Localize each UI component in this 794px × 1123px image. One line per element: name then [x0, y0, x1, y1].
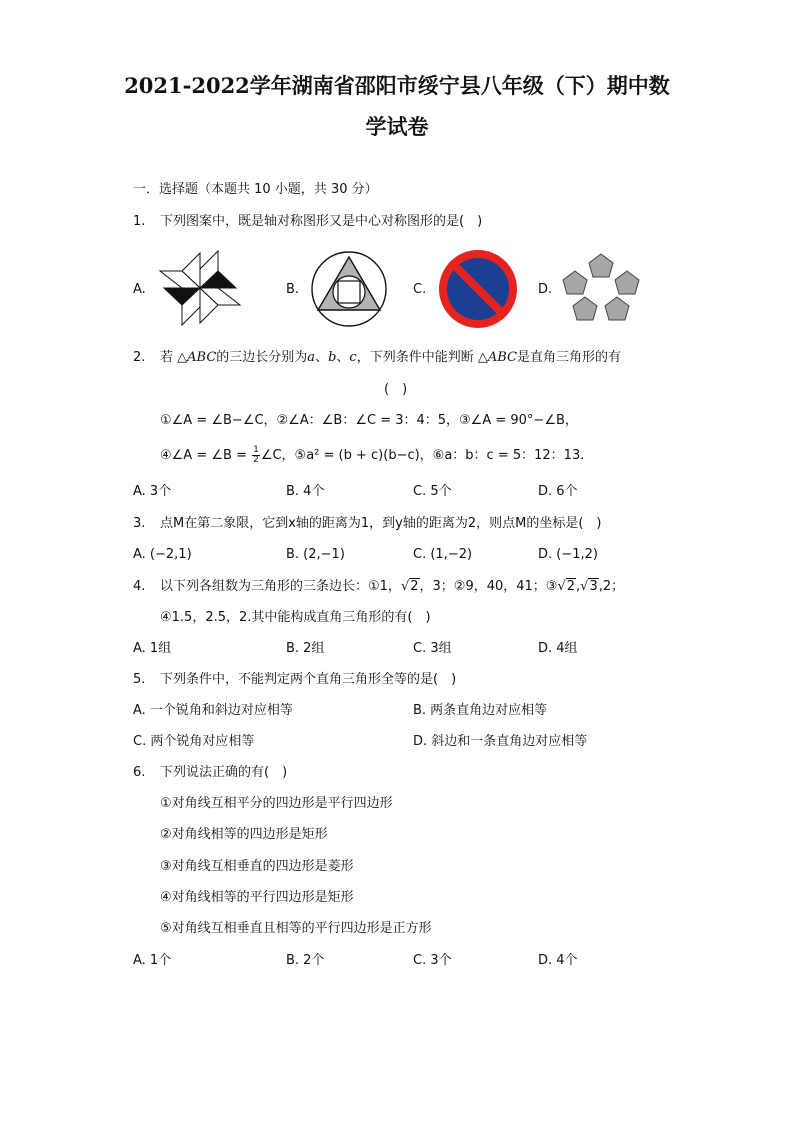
q4-stem-line-2: ④1.5，2.5，2.其中能构成直角三角形的有( ): [160, 610, 431, 625]
q2-stem: 若 △ABC的三边长分别为a、b、c，下列条件中能判断 △ABC是直角三角形的有: [160, 350, 621, 365]
q6-number: 6.: [133, 765, 146, 780]
q5-stem: 下列条件中，不能判定两个直角三角形全等的是( ): [160, 672, 457, 687]
q4-option-c: C. 3组: [413, 641, 452, 656]
q3-option-b: B. (2,−1): [286, 547, 345, 562]
q2-conditions-line-2: ④∠A = ∠B = $\frac{1}{2}$ ∠C，⑤a² = (b + c)(b−c)，⑥a：b：c = 5：12：13.: [160, 445, 585, 465]
q6-option-b: B. 2个: [286, 953, 325, 968]
q6-stem: 下列说法正确的有( ): [160, 765, 288, 780]
q4-number: 4.: [133, 579, 146, 594]
q1-option-c-label: C.: [413, 282, 427, 297]
q2-option-c: C. 5个: [413, 484, 452, 499]
q3-option-c: C. (1,−2): [413, 547, 473, 562]
q2-answer-bracket: ( ): [384, 382, 408, 397]
q2-number: 2.: [133, 350, 146, 365]
q5-number: 5.: [133, 672, 146, 687]
q5-option-c: C. 两个锐角对应相等: [133, 734, 255, 749]
five-pentagons-figure: [561, 251, 641, 325]
q2-conditions-line-1: ①∠A = ∠B−∠C，②∠A：∠B：∠C = 3：4：5，③∠A = 90°−∠B，: [160, 413, 578, 428]
q6-statement-1: ①对角线互相平分的四边形是平行四边形: [160, 796, 393, 811]
q4-option-b: B. 2组: [286, 641, 325, 656]
exam-title-line-2: 学试卷: [365, 114, 429, 139]
q6-option-c: C. 3个: [413, 953, 452, 968]
q2-option-a: A. 3个: [133, 484, 172, 499]
q2-option-b: B. 4个: [286, 484, 325, 499]
q6-option-d: D. 4个: [538, 953, 578, 968]
q6-statement-4: ④对角线相等的平行四边形是矩形: [160, 890, 354, 905]
q4-option-d: D. 4组: [538, 641, 578, 656]
q2-option-d: D. 6个: [538, 484, 578, 499]
q6-statement-2: ②对角线相等的四边形是矩形: [160, 827, 328, 842]
q6-statement-5: ⑤对角线互相垂直且相等的平行四边形是正方形: [160, 921, 432, 936]
fraction-one-half: $\frac{1}{2}$: [253, 445, 259, 465]
circle-triangle-square-figure: [310, 250, 388, 328]
q1-stem: 下列图案中，既是轴对称图形又是中心对称图形的是( ): [160, 214, 483, 229]
q1-option-d-label: D.: [538, 282, 553, 297]
no-parking-sign-figure: [438, 249, 518, 329]
q5-option-a: A. 一个锐角和斜边对应相等: [133, 703, 293, 718]
q5-option-b: B. 两条直角边对应相等: [413, 703, 548, 718]
q3-number: 3.: [133, 516, 146, 531]
q3-option-a: A. (−2,1): [133, 547, 192, 562]
q1-option-a-label: A.: [133, 282, 146, 297]
pinwheel-figure: [156, 249, 244, 327]
q1-option-b-label: B.: [286, 282, 300, 297]
q6-option-a: A. 1个: [133, 953, 172, 968]
q4-option-a: A. 1组: [133, 641, 172, 656]
q4-stem: 以下列各组数为三角形的三条边长：①1，√2，3；②9，40，41；③√2,√3,2；: [160, 579, 625, 594]
q3-option-d: D. (−1,2): [538, 547, 598, 562]
q3-stem: 点M在第二象限，它到x轴的距离为1，到y轴的距离为2，则点M的坐标是( ): [160, 516, 602, 531]
q5-option-d: D. 斜边和一条直角边对应相等: [413, 734, 588, 749]
exam-title-line-1: 2021-2022学年湖南省邵阳市绥宁县八年级（下）期中数: [124, 73, 670, 98]
q6-statement-3: ③对角线互相垂直的四边形是菱形: [160, 859, 354, 874]
section-heading: 一．选择题（本题共 10 小题，共 30 分）: [133, 182, 378, 197]
q1-number: 1.: [133, 214, 146, 229]
